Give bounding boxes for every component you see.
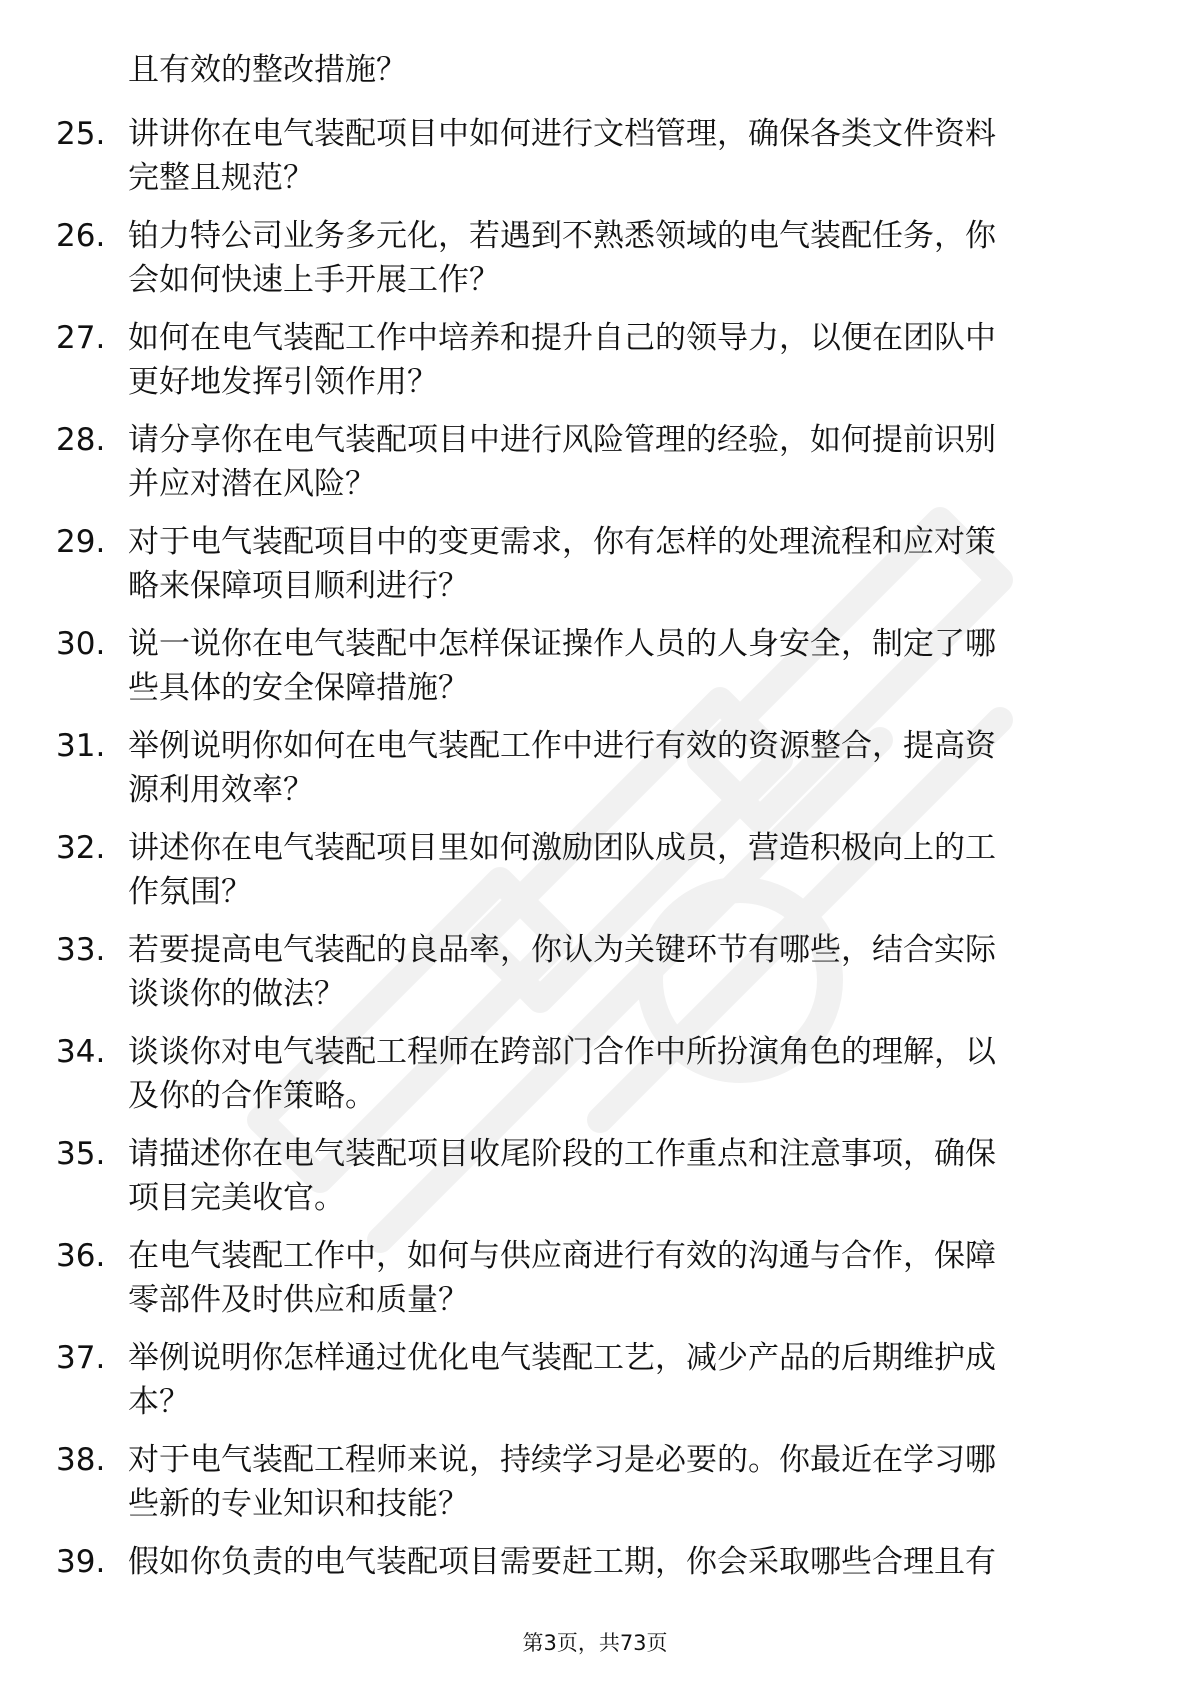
question-item	[56, 826, 1116, 928]
question-number: 33.	[56, 932, 106, 968]
question-item	[56, 622, 1116, 724]
question-number: 32.	[56, 830, 106, 866]
question-number: 25.	[56, 116, 106, 152]
question-text-line: 会如何快速上手开展工作？	[128, 262, 500, 298]
question-item	[56, 724, 1116, 826]
question-number: 26.	[56, 218, 106, 254]
question-item	[56, 1132, 1116, 1234]
question-text-line: 假如你负责的电气装配项目需要赶工期，你会采取哪些合理且有	[128, 1544, 996, 1580]
question-text-line: 如何在电气装配工作中培养和提升自己的领导力，以便在团队中	[128, 320, 996, 356]
question-text-line: 谈谈你的做法？	[128, 976, 345, 1012]
question-item	[56, 1336, 1116, 1438]
question-text-line: 完整且规范？	[128, 160, 314, 196]
question-text-line: 些新的专业知识和技能？	[128, 1486, 469, 1522]
question-item	[56, 1030, 1116, 1132]
question-item	[56, 214, 1116, 316]
question-list	[56, 112, 1116, 1642]
question-number: 30.	[56, 626, 106, 662]
question-number: 28.	[56, 422, 106, 458]
continued-question-text: 且有效的整改措施？	[128, 52, 407, 88]
question-text-line: 及你的合作策略。	[128, 1078, 376, 1114]
question-text-line: 项目完美收官。	[128, 1180, 345, 1216]
question-text-line: 请分享你在电气装配项目中进行风险管理的经验，如何提前识别	[128, 422, 996, 458]
question-number: 39.	[56, 1544, 106, 1580]
question-text-line: 本？	[128, 1384, 190, 1420]
question-number: 27.	[56, 320, 106, 356]
question-text-line: 请描述你在电气装配项目收尾阶段的工作重点和注意事项，确保	[128, 1136, 996, 1172]
question-item	[56, 316, 1116, 418]
question-text-line: 举例说明你如何在电气装配工作中进行有效的资源整合，提高资	[128, 728, 996, 764]
question-item	[56, 1234, 1116, 1336]
question-text-line: 更好地发挥引领作用？	[128, 364, 438, 400]
question-text-line: 源利用效率？	[128, 772, 314, 808]
question-text-line: 若要提高电气装配的良品率，你认为关键环节有哪些，结合实际	[128, 932, 996, 968]
question-text-line: 零部件及时供应和质量？	[128, 1282, 469, 1318]
question-item	[56, 1438, 1116, 1540]
question-number: 29.	[56, 524, 106, 560]
question-number: 34.	[56, 1034, 106, 1070]
question-number: 36.	[56, 1238, 106, 1274]
question-item	[56, 520, 1116, 622]
page-footer: 第3页，共73页	[522, 1631, 668, 1655]
question-item	[56, 112, 1116, 214]
question-text-line: 作氛围？	[128, 874, 252, 910]
question-text-line: 讲讲你在电气装配项目中如何进行文档管理，确保各类文件资料	[128, 116, 996, 152]
question-text-line: 说一说你在电气装配中怎样保证操作人员的人身安全，制定了哪	[128, 626, 996, 662]
question-text-line: 些具体的安全保障措施？	[128, 670, 469, 706]
question-text-line: 谈谈你对电气装配工程师在跨部门合作中所扮演角色的理解，以	[128, 1034, 996, 1070]
question-text-line: 举例说明你怎样通过优化电气装配工艺，减少产品的后期维护成	[128, 1340, 996, 1376]
question-text-line: 在电气装配工作中，如何与供应商进行有效的沟通与合作，保障	[128, 1238, 996, 1274]
question-number: 31.	[56, 728, 106, 764]
question-number: 35.	[56, 1136, 106, 1172]
question-text-line: 略来保障项目顺利进行？	[128, 568, 469, 604]
question-text-line: 对于电气装配工程师来说，持续学习是必要的。你最近在学习哪	[128, 1442, 996, 1478]
question-text-line: 对于电气装配项目中的变更需求，你有怎样的处理流程和应对策	[128, 524, 996, 560]
question-text-line: 铂力特公司业务多元化，若遇到不熟悉领域的电气装配任务，你	[128, 218, 996, 254]
question-item	[56, 1540, 1116, 1642]
question-number: 37.	[56, 1340, 106, 1376]
question-text-line: 讲述你在电气装配项目里如何激励团队成员，营造积极向上的工	[128, 830, 996, 866]
question-text-line: 并应对潜在风险？	[128, 466, 376, 502]
question-item	[56, 928, 1116, 1030]
question-item	[56, 418, 1116, 520]
question-number: 38.	[56, 1442, 106, 1478]
